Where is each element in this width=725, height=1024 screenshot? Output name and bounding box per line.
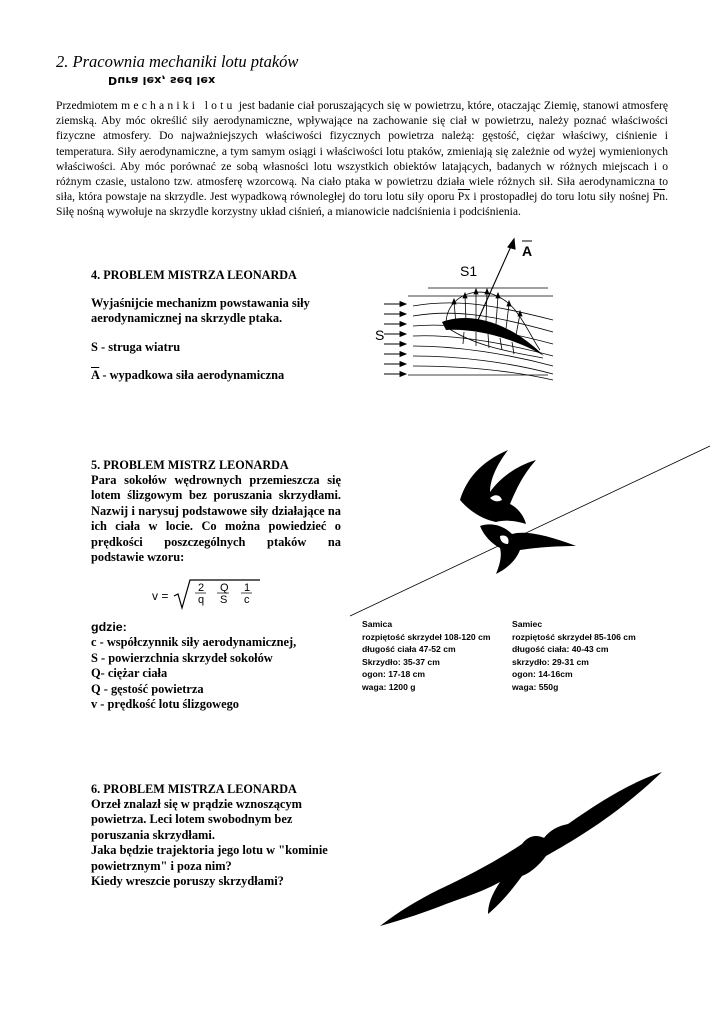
formula-num2: Q <box>220 582 229 594</box>
problem4-question: Wyjaśnijcie mechanizm powstawania siły aerodynamicznej na skrzydle ptaka. <box>91 296 310 326</box>
intro-text-3: . Siłę nośną wywołuje na skrzydle korzystny układ ciśnień, a mianowicie nadciśnienia i podciśnienia. <box>56 190 668 219</box>
motto: Dura lex, sed lex <box>108 74 216 87</box>
legend-a-symbol: $\overline{A}$ <box>91 368 100 383</box>
diagram-label-s: S <box>375 327 385 343</box>
diagram-label-s1: S1 <box>460 263 478 279</box>
male-stat: waga: 550g <box>512 681 559 692</box>
intro-text-1: jest badanie ciał poruszających się w powietrzu, które, otaczając Ziemię, stanowi atmosferę ziemską. Aby móc określić siły aerodynamiczne, wpływające na zachowanie się ciał w powietrzu, należy poznać właściwości fizyczne atmosfery. Do najważniejszych właściwości fizycznych powietrza należą: gęstość, ciężar właściwy, ciśnienie i temperatura. Siły aerodynamiczne, a tym samym osiągi i właściwości lotu ptaków, zmieniają się zależnie od wyżej wymienionych właściwości. Aby móc porównać ze sobą własności lotu wszystkich obiektów latających, badanych w różnych miejscach i o różnym czasie, ustalono tzw. atmosferę wzorcową. Na ciało ptaka w powietrzu działa wiele różnych sił. Siła aerodynamiczna to siła, która powstaje na skrzydle. Jest wypadkową równoległej do toru lotu siły oporu <box>56 99 669 204</box>
problem4-section <box>91 268 341 384</box>
legend-a <box>91 368 341 383</box>
where-item: S - powierzchnia skrzydeł sokołów <box>91 650 273 665</box>
female-stat: ogon: 17-18 cm <box>362 669 426 680</box>
male-stat: ogon: 14-16cm <box>512 669 573 680</box>
female-stat: długość ciała 47-52 cm <box>362 644 456 655</box>
female-stat: waga: 1200 g <box>362 681 416 692</box>
male-stat: długość ciała: 40-43 cm <box>512 644 609 655</box>
male-title: Samiec <box>512 619 543 629</box>
vector-pn: $\overline{Pn}$ <box>652 190 666 204</box>
intro-text-2: i prostopadłej do toru lotu siły nośnej <box>470 190 653 204</box>
problem6-section <box>91 782 351 889</box>
falcon-illustration <box>340 440 720 620</box>
problem5-section <box>91 458 341 565</box>
formula-den3: c <box>244 594 250 606</box>
where-label: gdzie: <box>91 620 127 634</box>
diagram-label-a: A <box>522 243 533 259</box>
male-stat: skrzydło: 29-31 cm <box>512 656 589 667</box>
legend-s: S - struga wiatru <box>91 339 181 354</box>
problem5-question: Para sokołów wędrownych przemieszcza się lotem ślizgowym bez poruszania skrzydłami. Nazwij i narysuj podstawowe siły działające na ich ciała w locie. Co można powiedzieć o prędkości poszczególnych ptaków na podstawie wzoru: <box>91 473 341 565</box>
where-item: Q- ciężar ciała <box>91 666 168 681</box>
where-item: Q - gęstość powietrza <box>91 681 204 696</box>
page-title: 2. Pracownia mechaniki lotu ptaków <box>56 52 299 71</box>
female-stat: rozpiętość skrzydeł 108-120 cm <box>362 631 491 642</box>
eagle-silhouette <box>372 764 672 934</box>
formula-legend <box>91 620 351 712</box>
formula-num3: 1 <box>244 582 251 594</box>
problem4-heading: 4. PROBLEM MISTRZA LEONARDA <box>91 268 297 282</box>
glide-speed-formula <box>148 576 268 616</box>
where-item: v - prędkość lotu ślizgowego <box>91 697 239 712</box>
female-title: Samica <box>362 619 393 629</box>
male-stats <box>512 618 636 694</box>
where-item: c - współczynnik siły aerodynamicznej, <box>91 635 297 650</box>
male-stat: rozpiętość skrzydeł 85-106 cm <box>512 631 636 642</box>
formula-num1: 2 <box>198 582 205 594</box>
intro-paragraph <box>56 98 668 220</box>
intro-lead: Przedmiotem <box>56 99 118 112</box>
formula-den1: q <box>198 594 205 606</box>
intro-spaced-phrase: mechaniki lotu <box>121 99 236 112</box>
formula-den2: S <box>220 594 228 606</box>
problem6-heading: 6. PROBLEM MISTRZA LEONARDA <box>91 782 297 796</box>
legend-a-text: - wypadkowa siła aerodynamiczna <box>99 368 285 383</box>
wing-airflow-diagram <box>368 228 568 400</box>
problem6-question: Orzeł znalazł się w prądzie wznoszącym powietrza. Leci lotem swobodnym bez poruszania skrzydłami. <box>91 797 302 842</box>
problem5-heading: 5. PROBLEM MISTRZ LEONARDA <box>91 458 289 472</box>
problem6-question-2: Jaka będzie trajektoria jego lotu w "kominie powietrznym" i poza nim? <box>91 843 328 873</box>
female-stat: Skrzydło: 35-37 cm <box>362 656 440 667</box>
vector-px: $\overline{Px}$ <box>457 190 471 204</box>
female-stats <box>362 618 491 694</box>
problem6-question-3: Kiedy wreszcie poruszy skrzydłami? <box>91 874 284 889</box>
formula-lhs: v = <box>152 589 169 603</box>
